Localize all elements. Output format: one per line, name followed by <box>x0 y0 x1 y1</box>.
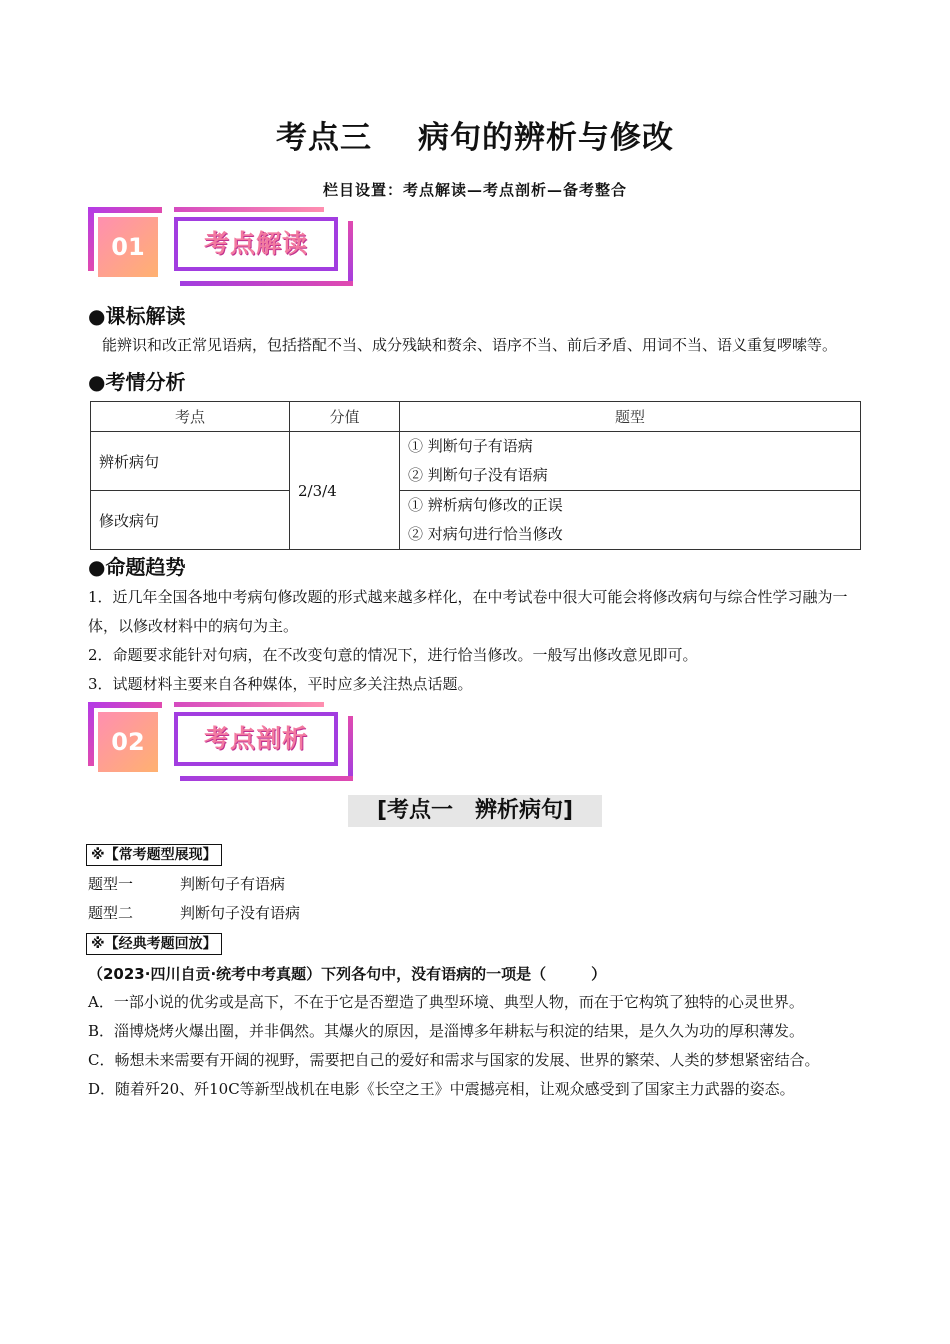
kaoqing-table <box>90 401 861 550</box>
table-header: 考点 <box>91 402 290 432</box>
type-text: 判断句子有语病 <box>180 875 286 893</box>
page-title <box>0 112 950 157</box>
type-item: ① 辨析病句修改的正误 <box>408 496 563 514</box>
trend-item: 3．试题材料主要来自各种媒体，平时应多关注热点话题。 <box>88 675 473 693</box>
type-item: ② 判断句子没有语病 <box>408 466 548 484</box>
trend-item: 1．近几年全国各地中考病句修改题的形式越来越多样化，在中考试卷中很大可能会将修改病句与综合性学习融为一体，以修改材料中的病句为主。 <box>88 588 848 635</box>
section-number: 01 <box>98 217 158 277</box>
option-b: B．淄博烧烤火爆出圈，并非偶然。其爆火的原因，是淄博多年耕耘与积淀的结果，是久久为功的厚积薄发。 <box>88 1022 805 1040</box>
section-banner-02 <box>88 702 358 784</box>
type-label: 题型二 <box>88 904 134 922</box>
option-a: A．一部小说的优劣或是高下，不在于它是否塑造了典型环境、典型人物，而在于它构筑了独特的心灵世界。 <box>88 993 804 1011</box>
section-number: 02 <box>98 712 158 772</box>
section-label: 考点解读 <box>174 217 338 271</box>
option-d: D．随着歼20、歼10C等新型战机在电影《长空之王》中震撼亮相，让观众感受到了国家主力武器的姿态。 <box>88 1080 795 1098</box>
section-label: 考点剖析 <box>174 712 338 766</box>
trend-item: 2．命题要求能针对句病，在不改变句意的情况下，进行恰当修改。一般写出修改意见即可。 <box>88 646 698 664</box>
type-item: ② 对病句进行恰当修改 <box>408 525 563 543</box>
type-text: 判断句子没有语病 <box>180 904 301 922</box>
title-part-1: 考点三 <box>276 120 372 156</box>
section-banner-01 <box>88 207 358 289</box>
kebiao-text: 能辨识和改正常见语病，包括搭配不当、成分残缺和赘余、语序不当、前后矛盾、用词不当、语义重复啰嗦等。 <box>102 336 838 354</box>
type-row <box>88 899 300 928</box>
table-cell-point: 修改病句 <box>91 491 290 550</box>
kaoqing-heading: ●考情分析 <box>88 370 186 394</box>
table-header: 题型 <box>400 402 861 432</box>
table-header: 分值 <box>290 402 400 432</box>
trend-list <box>88 583 858 699</box>
kaodian-title: [考点一 辨析病句] <box>348 795 602 827</box>
option-c: C．畅想未来需要有开阔的视野，需要把自己的爱好和需求与国家的发展、世界的繁荣、人类的梦想紧密结合。 <box>88 1051 820 1069</box>
type-item: ① 判断句子有语病 <box>408 437 533 455</box>
title-part-2: 病句的辨析与修改 <box>418 120 674 156</box>
tag-classic-questions: ※【经典考题回放】 <box>86 933 222 955</box>
kebiao-heading: ●课标解读 <box>88 304 186 328</box>
table-row <box>91 491 861 550</box>
page-subtitle: 栏目设置：考点解读—考点剖析—备考整合 <box>322 181 627 199</box>
question-stem: （2023·四川自贡·统考中考真题）下列各句中，没有语病的一项是（ ） <box>88 965 607 983</box>
tag-common-types: ※【常考题型展现】 <box>86 844 222 866</box>
table-cell-types <box>400 432 861 491</box>
table-cell-score: 2/3/4 <box>290 432 400 550</box>
options-list <box>88 988 858 1104</box>
table-cell-point: 辨析病句 <box>91 432 290 491</box>
table-header-row <box>91 402 861 432</box>
table-cell-types <box>400 491 861 550</box>
table-row <box>91 432 861 491</box>
type-label: 题型一 <box>88 875 134 893</box>
type-row <box>88 870 285 899</box>
trend-heading: ●命题趋势 <box>88 555 186 579</box>
